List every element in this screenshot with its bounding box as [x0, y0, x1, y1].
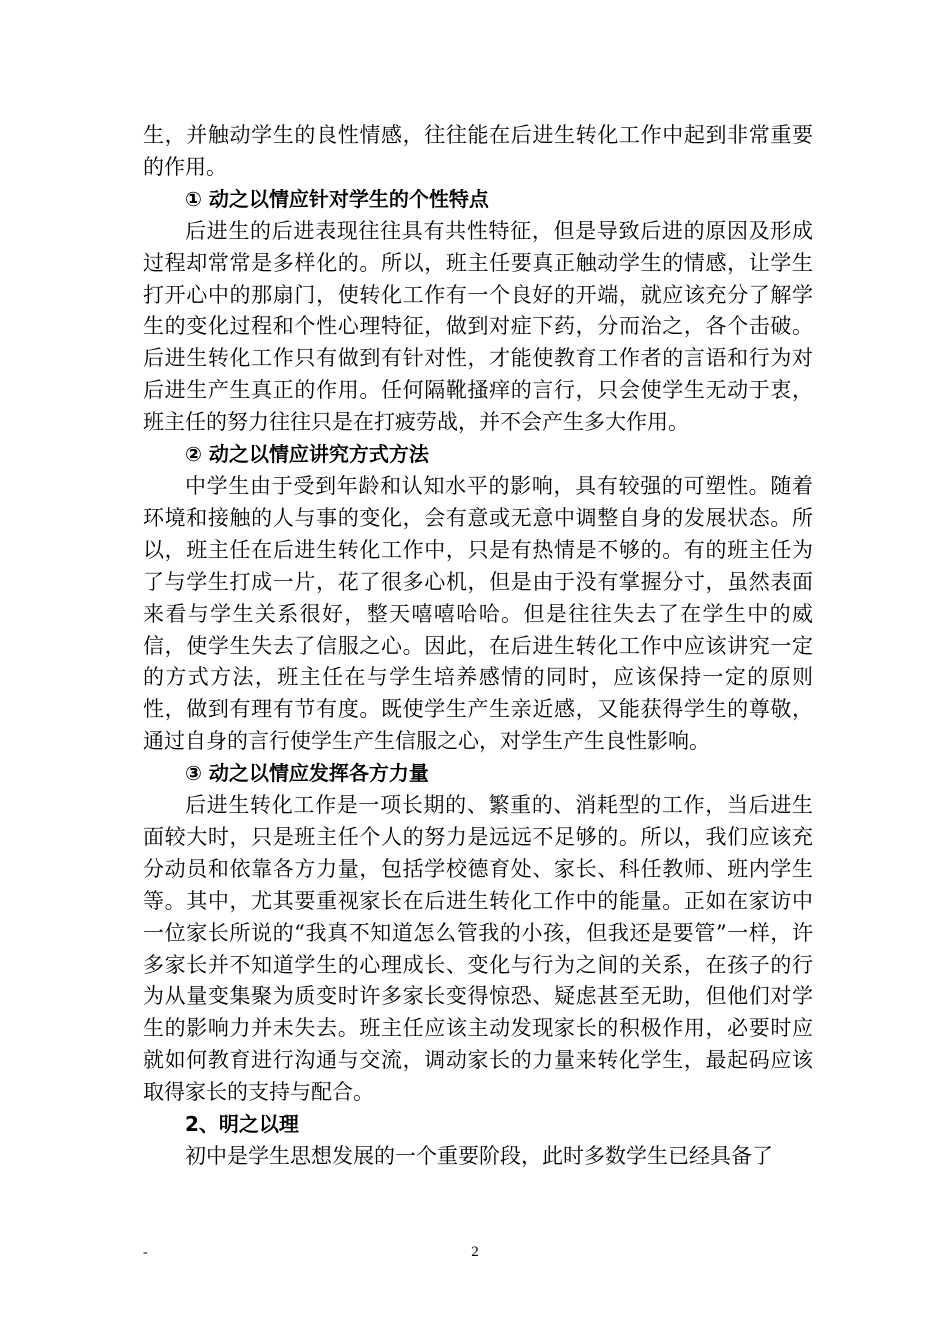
- section-heading-2: ② 动之以情应讲究方式方法: [185, 442, 429, 467]
- page-number: 2: [471, 1244, 479, 1260]
- section-heading-main-2: 2、明之以理: [185, 1112, 299, 1137]
- paragraph: 中学生由于受到年龄和认知水平的影响，具有较强的可塑性。随着环境和接触的人与事的变化，会有意或无意中调整自身的发展状态。所以，班主任在后进生转化工作中，只是有热情是不够的。有的班主任为了与学生打成一片，花了很多心机，但是由于没有掌握分寸，虽然表面来看与学生关系很好，整天嘻嘻哈哈。但是往往失去了在学生中的威信，使学生失去了信服之心。因此，在后进生转化工作中应该讲究一定的方式方法，班主任在与学生培养感情的同时，应该保持一定的原则性，做到有理有节有度。既使学生产生亲近感，又能获得学生的尊敬，通过自身的言行使学生产生信服之心，对学生产生良性影响。: [143, 473, 813, 754]
- paragraph-continued: 生，并触动学生的良性情感，往往能在后进生转化工作中起到非常重要的作用。: [143, 123, 813, 179]
- paragraph: 后进生转化工作是一项长期的、繁重的、消耗型的工作，当后进生面较大时，只是班主任个人的努力是远远不足够的。所以，我们应该充分动员和依靠各方力量，包括学校德育处、家长、科任教师、班内学生等。其中，尤其要重视家长在后进生转化工作中的能量。正如在家访中一位家长所说的“我真不知道怎么管我的小孩，但我还是要管”一样，许多家长并不知道学生的心理成长、变化与行为之间的关系，在孩子的行为从量变集聚为质变时许多家长变得惊恐、疑虑甚至无助，但他们对学生的影响力并未失去。班主任应该主动发现家长的积极作用，必要时应就如何教育进行沟通与交流，调动家长的力量来转化学生，最起码应该取得家长的支持与配合。: [143, 793, 813, 1105]
- document-body: [143, 120, 813, 1173]
- paragraph: 初中是学生思想发展的一个重要阶段，此时多数学生已经具备了: [185, 1144, 773, 1168]
- section-heading-3: ③ 动之以情应发挥各方力量: [185, 761, 429, 786]
- paragraph: 后进生的后进表现往往具有共性特征，但是导致后进的原因及形成过程却常常是多样化的。所以，班主任要真正触动学生的情感，让学生打开心中的那扇门，使转化工作有一个良好的开端，就应该充分了解学生的变化过程和个性心理特征，做到对症下药，分而治之，各个击破。后进生转化工作只有做到有针对性，才能使教育工作者的言语和行为对后进生产生真正的作用。任何隔靴搔痒的言行，只会使学生无动于衷，班主任的努力往往只是在打疲劳战，并不会产生多大作用。: [143, 218, 813, 435]
- footer-dash: -: [143, 1245, 148, 1260]
- section-heading-1: ① 动之以情应针对学生的个性特点: [185, 186, 489, 211]
